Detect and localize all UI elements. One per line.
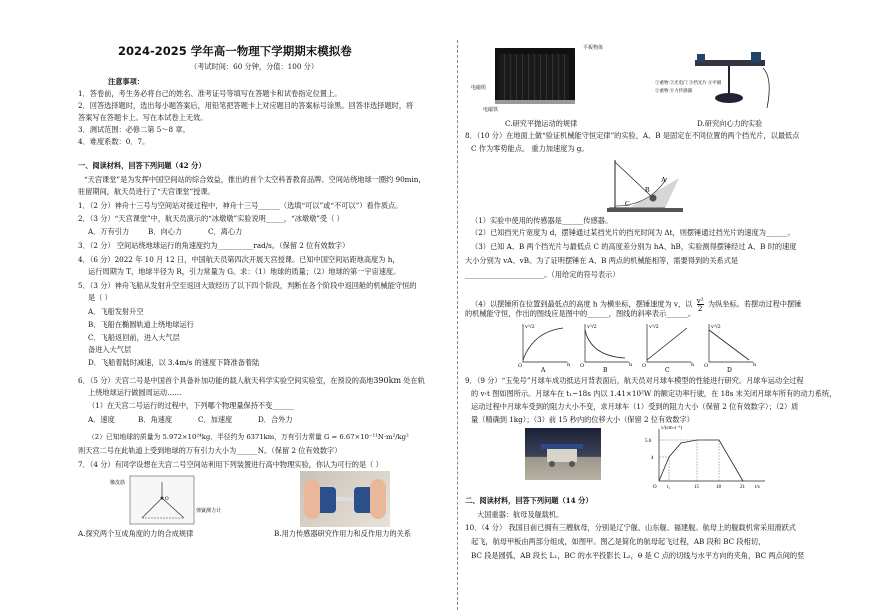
option: C．飞船返回前，进入大气层 bbox=[88, 333, 180, 342]
pendulum-figure bbox=[595, 158, 691, 214]
x-tick-label: 15 bbox=[694, 485, 699, 490]
y-tick-label: 5.6 bbox=[645, 439, 652, 444]
material-text: 驻留期间，航天员进行了“天宫课堂”授课。 bbox=[78, 187, 215, 196]
figure-label: 电磁组 bbox=[471, 85, 487, 91]
graph-option-D bbox=[704, 324, 757, 374]
graph-xlabel: h bbox=[629, 362, 633, 368]
graph-option-A bbox=[518, 324, 571, 374]
graph-xlabel: h bbox=[691, 362, 695, 368]
x-tick-label: 18 bbox=[716, 485, 721, 490]
x-tick-label: O bbox=[653, 485, 657, 490]
figure-label: 橡皮筋 bbox=[110, 481, 126, 486]
question-3: 3．（2 分） 空间站绕地球运行的角速度约为__________rad/s。（保留 2 位有效数字） bbox=[78, 241, 350, 250]
figure-caption: C.研究平抛运动的规律 bbox=[505, 119, 578, 128]
question-6-sub2: 则天宫二号在此轨道上受到地球的万有引力大小为______N。（保留 2 位有效数字） bbox=[78, 446, 342, 455]
graph-option-C bbox=[642, 324, 695, 374]
graph-xlabel: h bbox=[753, 362, 757, 368]
graph-option-B bbox=[580, 324, 633, 374]
graph-curve bbox=[647, 328, 687, 360]
question-5: 5．（3 分）神舟飞船从发射升空至返回大致经历了以下四个阶段，判断在各个阶段中返回舱的机械能守恒的 bbox=[78, 281, 417, 290]
figure-label: ⑤重物 ⑥力传感器 bbox=[655, 88, 693, 93]
question-7: 7．（4 分）有同学设想在天宫二号空间站利用下列装置进行高中物理实验，你认为可行的是（ ） bbox=[78, 460, 383, 469]
notice-title: 注意事项： bbox=[108, 77, 144, 86]
notice-line: 2．回答选择题时，选出每小题答案后，用铅笔把答题卡上对应题目的答案标号涂黑。回答非选择题时，将 bbox=[78, 101, 414, 110]
question-10: 10．（4 分） 我国目前已拥有三艘航母，分别是辽宁舰、山东舰、福建舰。航母上的舰载机常采用滑跃式 bbox=[465, 523, 796, 532]
question-1: 1．（2 分）神舟十三号与空间站对接过程中，神舟十三号______（选填“可以”或“不可以”）看作质点。 bbox=[78, 201, 403, 210]
force-composition-figure bbox=[108, 472, 228, 530]
graph-ylabel: v²/2 bbox=[587, 324, 597, 330]
question-8-sub2: （2）已知挡光片宽度为 d，摆锤通过某挡光片的挡光时间为 Δt，则摆锤通过挡光片的速度为______。 bbox=[471, 228, 795, 237]
question-9: 量（精确到 1kg）；（3）前 15 秒内的位移大小（保留 2 位有效数字） bbox=[471, 415, 694, 424]
notice-line: 3．测试范围：必修二第 5～8 章。 bbox=[78, 125, 190, 134]
y-tick-label: 4 bbox=[651, 456, 654, 461]
option: A．飞船发射升空 bbox=[88, 307, 144, 316]
option: A．万有引力 bbox=[88, 227, 130, 236]
option: C．加速度 bbox=[198, 415, 233, 424]
question-8-sub1: （1）实验中使用的传感器是______传感器。 bbox=[471, 216, 613, 225]
figure-caption: A.探究两个互成角度的力的合成规律 bbox=[78, 529, 194, 538]
question-4: 4．（6 分）2022 年 10 月 12 日，中国航天员第四次开展天宫授课。已知中国空间站距地高度为 h， bbox=[78, 255, 400, 264]
question-8-sub3: （3）已知 A、B 两个挡光片与最低点 C 的高度差分别为 hA、hB，实验测得摆锤经过 A、B 时的速度 bbox=[471, 242, 797, 251]
material-text: 大国重器：航母及舰载机。 bbox=[477, 510, 564, 519]
lunar-rover-photo bbox=[525, 428, 601, 480]
section-heading: 一、阅读材料，回答下列问题（42 分） bbox=[78, 161, 206, 170]
figure-label: A bbox=[661, 176, 667, 184]
question-9: 9．（9 分）“玉兔号”月球车成功抵达月背表面后，航天员对月球车模型的性能进行研究。月球车运动全过程 bbox=[465, 376, 804, 385]
option: D．合外力 bbox=[258, 415, 293, 424]
question-8-sub4: 的机械能守恒，作出的图线应是图中的______，图线的斜率表示______。 bbox=[465, 309, 696, 318]
material-text: “天宫课堂”是为发挥中国空间站的综合效益，推出的首个太空科普教育品牌。空间站绕地球一圈约 90min， bbox=[84, 175, 426, 184]
question-8-sub4: （4）以摆锤所在位置到最低点的高度 h 为横坐标，摆锤速度为 v，以 $\frac{\text{v²}}{2}$ 为纵坐标。若摆动过程中摆锤 bbox=[471, 296, 802, 313]
graph-xlabel: h bbox=[567, 362, 571, 368]
question-6: 上绕地球运行做圆周运动…… bbox=[88, 388, 182, 397]
question-6-sub1: （1）在天宫二号运行的过程中，下列哪个物理量保持不变______ bbox=[88, 401, 294, 410]
question-8-sub3: ______________________。（用给定的符号表示） bbox=[465, 270, 620, 279]
figure-label: B bbox=[645, 186, 650, 194]
centripetal-apparatus-figure bbox=[655, 48, 785, 118]
question-4: 运行周期为 T，地球半径为 R，引力常量为 G。求：（1）地球的质量；（2）地球的第一宇宙速度。 bbox=[88, 267, 401, 276]
graph-ylabel: v²/2 bbox=[525, 324, 535, 330]
x-tick-label: 21 bbox=[740, 485, 745, 490]
question-2: 2．（3 分）“天宫课堂”中，航天员演示的“冰墩墩”实验说明_____，“冰墩墩”受（ ） bbox=[78, 214, 344, 223]
graph-origin: O bbox=[518, 363, 523, 369]
question-10: BC 段是圆弧，AB 段长 L₁，BC 的水平投影长 L₂，θ 是 C 点的切线与水平方向的夹角，BC 两点间的竖 bbox=[471, 551, 805, 560]
graph-curve bbox=[523, 328, 563, 360]
graph-option-label: A bbox=[541, 367, 546, 374]
graph-option-label: D bbox=[727, 367, 732, 374]
notice-line: 答案写在答题卡上。写在本试卷上无效。 bbox=[78, 113, 208, 122]
y-axis-label: v/(cm·s⁻¹) bbox=[661, 426, 683, 431]
option: B．飞船在椭圆轨道上绕地球运行 bbox=[88, 320, 194, 329]
graph-origin: O bbox=[704, 363, 709, 369]
column-divider bbox=[457, 40, 458, 610]
graph-option-label: B bbox=[603, 367, 608, 374]
notice-line: 1．答卷前，考生务必将自己的姓名、准考证号等填写在答题卡和试卷指定位置上。 bbox=[78, 89, 342, 98]
graph-curve bbox=[585, 330, 625, 358]
option: C．离心力 bbox=[208, 227, 243, 236]
figure-label: 电磁铁 bbox=[483, 107, 499, 113]
figure-label: C bbox=[625, 200, 630, 208]
graph-option-label: C bbox=[665, 367, 670, 374]
option: B．向心力 bbox=[148, 227, 183, 236]
question-6: 6．（5 分）天宫二号是中国首个具备补加功能的载人航天科学实验空间实验室，在预设的高地390km 处在轨 bbox=[78, 376, 425, 385]
exam-title: 2024-2025 学年高一物理下学期期末模拟卷 bbox=[118, 44, 352, 58]
notice-line: 4．难度系数：0．7。 bbox=[78, 137, 150, 146]
question-9: 运动过程中月球车受到的阻力大小不变，求月球车（1）受到的阻力大小（保留 2 位有效数字）；（2）质 bbox=[471, 402, 799, 411]
question-10: 起飞，航母甲板由两部分组成，如图甲。图乙是简化的航母起飞过程，AB 段和 BC 段相切， bbox=[471, 537, 766, 546]
vt-curve bbox=[659, 440, 743, 481]
graph-ylabel: v²/2 bbox=[711, 324, 721, 330]
option: 备进入大气层 bbox=[88, 345, 132, 354]
question-9: 的 v-t 图如图所示。月球车在 t₁~18s 内以 1.41×10²W 的额定功率行驶，在 18s 末关闭月球车所有的动力系统， bbox=[471, 389, 837, 398]
section-heading: 二、阅读材料，回答下列问题（14 分） bbox=[465, 496, 593, 505]
graph-curve bbox=[709, 330, 749, 360]
force-sensor-photo bbox=[300, 471, 390, 527]
question-8: 8．（10 分）在地面上做“验证机械能守恒定律”的实验，A、B 是固定在不同位置的两个挡光片，以最低点 bbox=[465, 131, 800, 140]
graph-ylabel: v²/2 bbox=[649, 324, 659, 330]
figure-label: 弹簧测力计 bbox=[196, 509, 222, 514]
option: A．速度 bbox=[88, 415, 115, 424]
question-5: 是（ ） bbox=[88, 293, 112, 302]
figure-label: O bbox=[165, 497, 169, 502]
projectile-apparatus-photo bbox=[495, 48, 575, 104]
question-8: C 作为零势能点。 重力加速度为 g。 bbox=[471, 144, 589, 153]
q8-graph-options bbox=[515, 320, 757, 374]
question-8-sub3: 大小分别为 vA、vB。为了证明摆锤在 A、B 两点的机械能相等，需要得到的关系式是 bbox=[465, 256, 739, 265]
x-axis-label: t/s bbox=[755, 485, 760, 490]
vt-chart bbox=[643, 425, 773, 489]
graph-origin: O bbox=[580, 363, 585, 369]
option: D．飞船着陆时减速，以 3.4m/s 的速度下降准备着陆 bbox=[88, 358, 260, 367]
graph-origin: O bbox=[642, 363, 647, 369]
figure-caption: D.研究向心力的实验 bbox=[697, 119, 763, 128]
option: B．角速度 bbox=[138, 415, 173, 424]
figure-caption: B.用力传感器研究作用力和反作用力的关系 bbox=[274, 529, 411, 538]
exam-info: （考试时间：60 分钟，分值：100 分） bbox=[190, 62, 319, 71]
x-tick-label: t₁ bbox=[667, 485, 671, 490]
question-6-sub2: （2）已知地球的质量为 5.972×10²⁴kg、半径约为 6371km，万有引力常量 G = 6.67×10⁻¹¹N·m²/kg² bbox=[88, 433, 409, 441]
figure-label: ①重物 ②光电门 ③挡光片 ④平板 bbox=[655, 80, 722, 85]
figure-label: 平板物体 bbox=[583, 45, 604, 51]
